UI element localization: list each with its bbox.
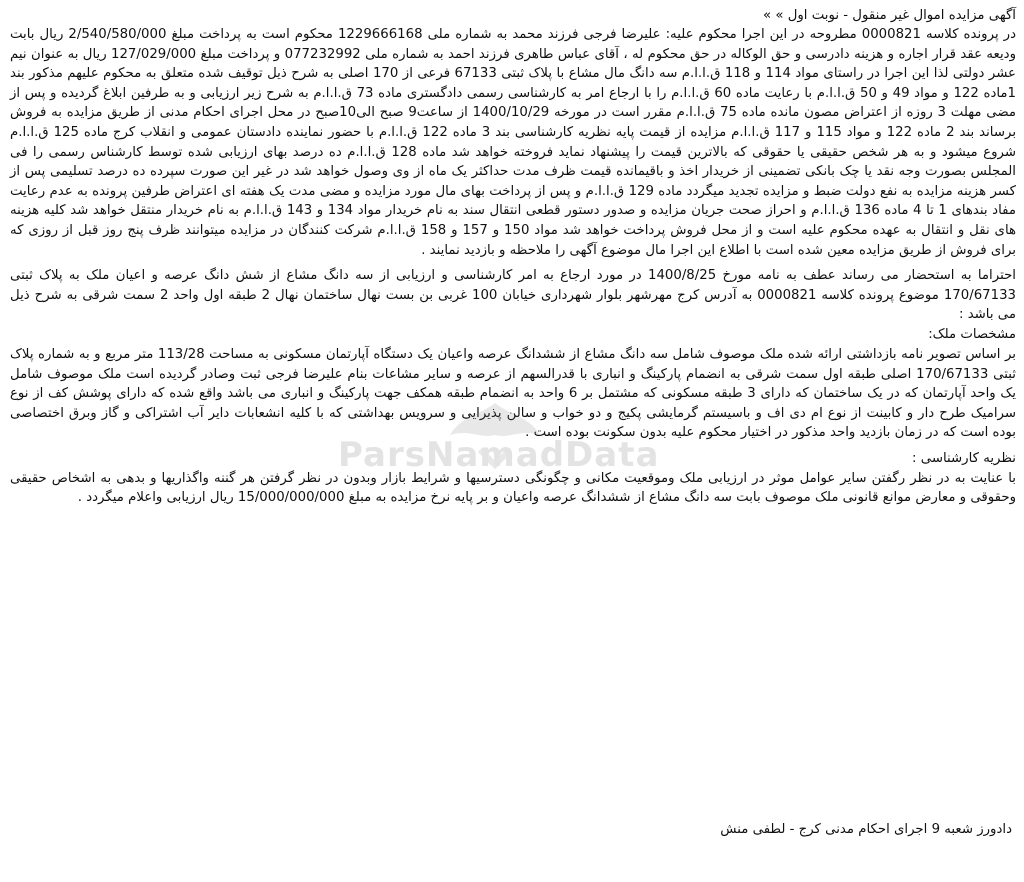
heading-property-specs: مشخصات ملک: <box>928 326 1016 342</box>
paragraph-expert-opinion: با عنایت به در نظر رگفتن سایر عوامل موثر در ارزیابی ملک وموقعیت مکانی و چگونگی دسترسیها و شرایط بازار وبدون در نظر گرفتن هر گننه واگذاریها و بدهی به اشخاص حقیقی وحقوقی و معارض موانع قانونی ملک موصوف بابت سه دانگ مشاع از ششدانگ عرصه واعیان و بر پایه نرخ مزایده به مبلغ 15/000/000/000 ریال ارزیابی واعلام میگردد . <box>10 470 1016 506</box>
signature: دادورز شعبه 9 اجرای احکام مدنی کرج - لطفی منش <box>720 822 1012 837</box>
paragraph-property-specs: بر اساس تصویر نامه بازداشتی ارائه شده ملک موصوف شامل سه دانگ مشاع از ششدانگ عرصه واعیان یک دستگاه آپارتمان مسکونی به مساحت 113/28 متر مربع و به شماره پلاک ثبتی 170/67133 اصلی طبقه اول سمت شرقی به انضمام پارکینگ و انباری با قدرالسهم از عرصه و سایر مشاعات بنام علیرضا فرجی ثبت وصادر گردیده است ملک موصوف شامل یک واحد آپارتمان که در یک ساختمان که دارای 3 طبقه مسکونی که مشتمل بر 6 واحد به انضمام طبقه همکف جهت پارکینگ و انباری می باشد واقع شده که دارای پوشش کف از نوع سرامیک طرح دار و کابینت از نوع ام دی اف و باسیستم گرمایشی پکیج و دو خواب و سالن پذیرایی و سرویس بهداشتی که با کلیه انشعابات دایر آب اشتراکی و گاز وبرق اختصاصی بوده است که در زمان بازدید واحد مذکور در اختیار محکوم علیه بدون سکونت بوده است . <box>10 346 1016 441</box>
notice-title: آگهی مزایده اموال غیر منقول - نوبت اول » » <box>763 8 1016 23</box>
paragraph-expert-referral: احتراما به استحضار می رساند عطف به نامه مورخ 1400/8/25 در مورد ارجاع به امر کارشناسی و ارزیابی از سه دانگ مشاع از شش دانگ عرصه و اعیان ملک به پلاک ثبتی 170/67133 موضوع پرونده کلاسه 0000821 به آدرس کرج مهرشهر بلوار شهرداری خیابان 100 غربی بن بست نهال ساختمان نهال 2 طبقه اول واحد 2 سمت شرقی به شرح ذیل می باشد : <box>10 268 1016 323</box>
paragraph-auction-terms: در پرونده کلاسه 0000821 مطروحه در این اجرا محکوم علیه: علیرضا فرجی فرزند محمد به شماره ملی 1229666168 محکوم است به پرداخت مبلغ 2/540/580/000 ریال بابت ودیعه عقد قرار اجاره و هزینه دادرسی و حق الوکاله در حق محکوم له ، آقای عباس طاهری فرزند احمد به شماره ملی 077232992 و پرداخت مبلغ 127/029/000 ریال به عنوان نیم عشر دولتی لذا این اجرا در راستای مواد 114 و 118 ق.ا.ا.م سه دانگ مال مشاع با پلاک ثبتی 67133 فرعی از 170 اصلی به شرح ذیل توقیف شده متعلق به محکوم علیهم مذکور بند 1ماده 122 و مواد 49 و 50 ق.ا.ا.م با رعایت ماده 60 ق.ا.ا.م را با ارجاع امر به کارشناسی رسمی دادگستری ماده 73 ق.ا.ا.م به شرح زیر ارزیابی و به طرفین ابلاغ گردیده و پس از مضی مهلت 3 روزه از اعتراض مصون مانده ماده 75 ق.ا.ا.م مقرر است در مورخه 1400/10/29 از ساعت9 صبح الی10صبح در محل اجرای احکام مدنی از طریق مزایده به فروش برساند بند 2 ماده 122 و مواد 115 و 117 ق.ا.ا.م مزایده از قیمت پایه نظریه کارشناسی بند 3 ماده 122 ق.ا.ا.م با حضور نماینده دادستان عمومی و انقلاب کرج ماده 125 ق.ا.ا.م شروع میشود و به هر شخص حقیقی یا حقوقی که بالاترین قیمت را پیشنهاد نماید فروخته خواهد شد ماده 128 ق.ا.ا.م ده درصد بهای ارزیابی شده توسط کارشناس رسمی را فی المجلس بصورت وجه نقد یا چک بانکی تضمینی از خریدار اخذ و باقیمانده قیمت ظرف مدت حداکثر یک ماه از وی وصول خواهد شد در غیر این صورت سپرده ده درصد تسلیمی پس از کسر هزینه مزایده به نفع دولت ضبط و مزایده تجدید میگردد ماده 129 ق.ا.ا.م و پس از پرداخت بهای مال مورد مزایده و مضی مدت یک هفته ای اعتراض طرفین پرونده به عدم رعایت مفاد بندهای 1 تا 4 ماده 136 ق.ا.ا.م و احراز صحت جریان مزایده و صدور دستور قطعی انتقال سند به نام خریدار مواد 134 و 143 ق.ا.ا.م به نام خریدار منتقل خواهد شد کلیه هزینه های نقل و انتقال به عهده محکوم علیه است و از محل فروش پرداخت خواهد شد مواد 150 و 157 و 158 ق.ا.ا.م شرکت کنندگان در مزایده میتوانند ظرف پنج روز قبل از روزی که برای فروش از طریق مزایده معین شده است با اطلاع این اجرا مال موضوع آگهی را ملاحظه و بازدید نمایند . <box>10 27 1017 258</box>
heading-expert-opinion: نظریه کارشناسی : <box>912 450 1016 466</box>
watermark-text: ParsNamadData <box>338 435 660 475</box>
